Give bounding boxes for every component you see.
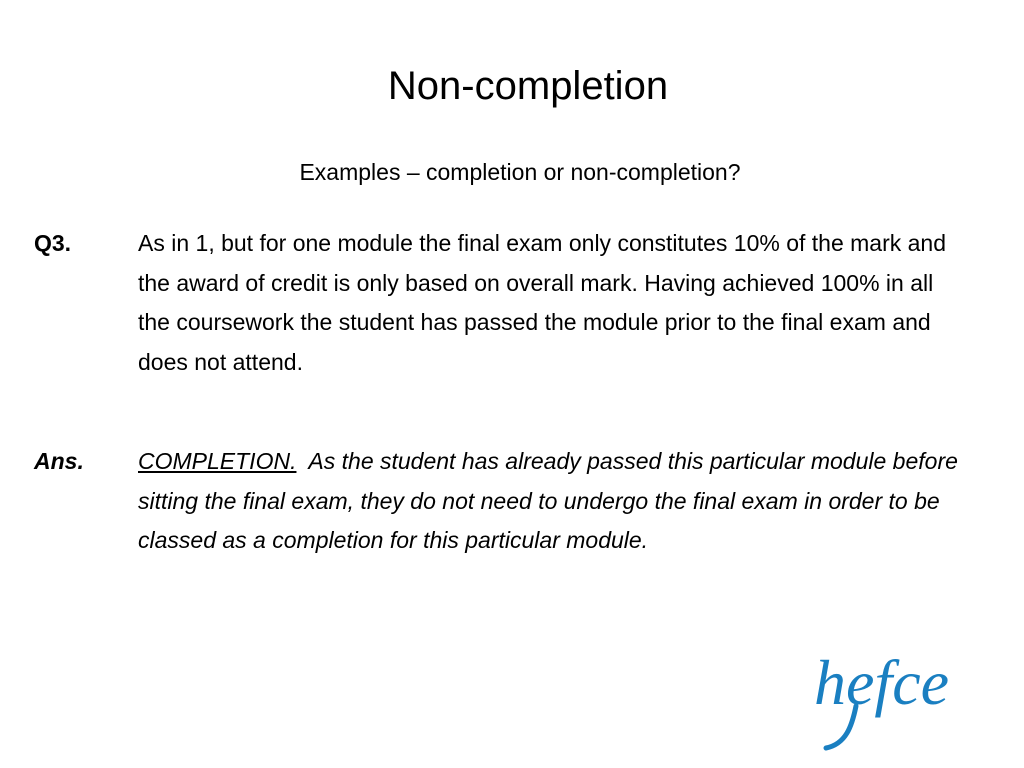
slide-subtitle: Examples – completion or non-completion? <box>299 159 741 185</box>
answer-label: Ans. <box>34 448 84 474</box>
answer-text: As the student has already passed this particular module before sitting the final exam, they do not need to undergo the final exam in order to be classed as a completion for this particular module. <box>138 448 958 553</box>
question-text: As in 1, but for one module the final exam only constitutes 10% of the mark and the award of credit is only based on overall mark. Having achieved 100% in all the coursework the student has passed the module prior to the final exam and does not attend. <box>138 230 947 375</box>
hefce-logo <box>812 640 962 756</box>
logo-wordmark: hefce <box>814 647 949 718</box>
question-label: Q3. <box>34 230 72 256</box>
slide-title: Non-completion <box>387 64 669 108</box>
answer-verdict: COMPLETION. <box>138 448 297 474</box>
answer-body <box>138 442 958 561</box>
